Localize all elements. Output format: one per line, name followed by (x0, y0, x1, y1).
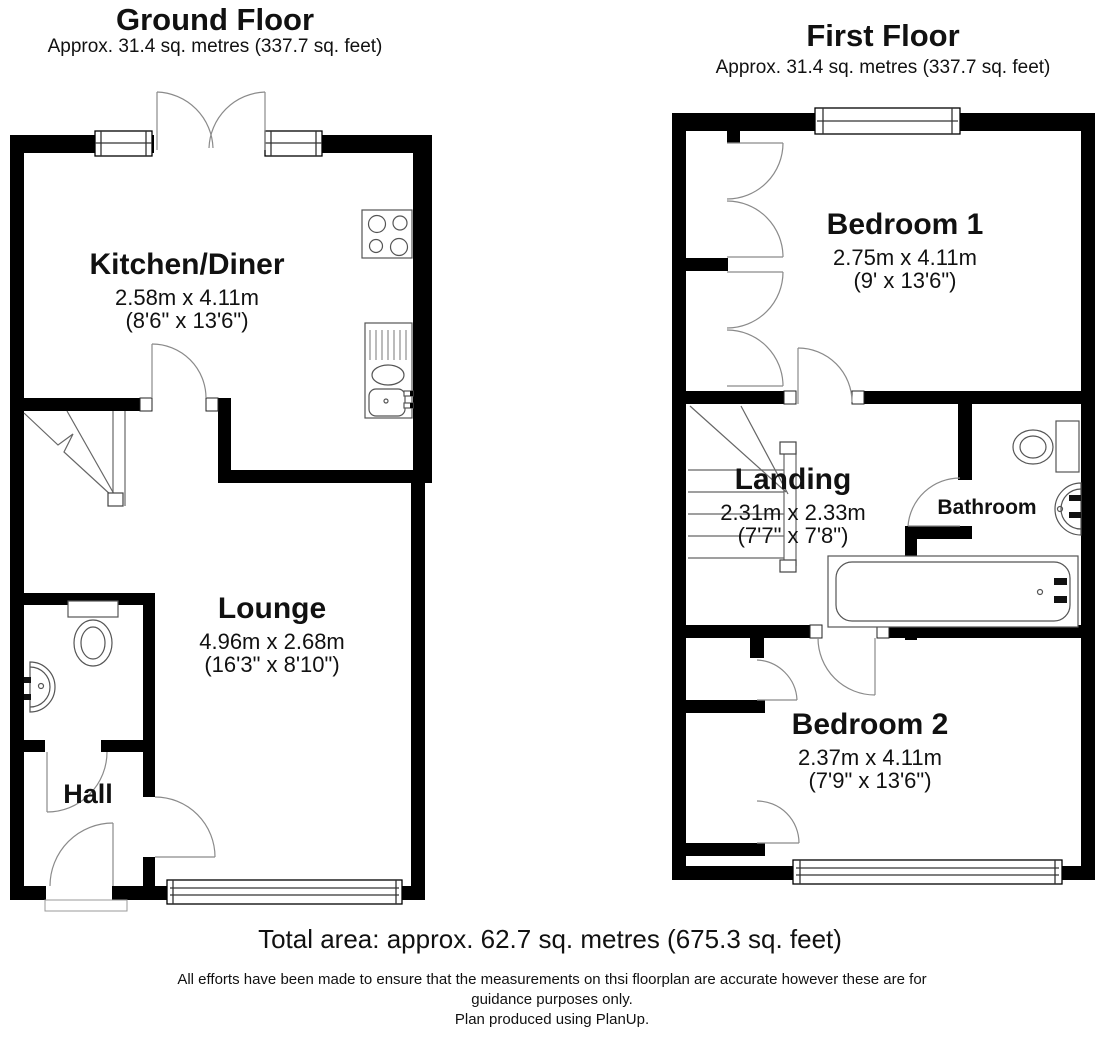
bedroom1-label: Bedroom 1 (826, 208, 984, 241)
kitchen-dim-imperial: (8'6" x 13'6") (125, 308, 249, 333)
kitchen-dim-metric: 2.58m x 4.11m (115, 285, 259, 310)
bathroom-basin (1055, 483, 1081, 535)
bedroom2-dim-imperial: (7'9" x 13'6") (808, 768, 932, 793)
disclaimer-line1: All efforts have been made to ensure that the measurements on thsi floorplan are accurate however these are for (177, 971, 927, 988)
bedroom2-window (793, 860, 1062, 884)
lounge-label: Lounge (217, 592, 327, 625)
kitchen-sink (365, 323, 413, 418)
hall-label: Hall (63, 779, 113, 809)
landing-label: Landing (734, 463, 852, 496)
ground-floor-title: Ground Floor (115, 2, 315, 37)
bathroom-label: Bathroom (937, 496, 1037, 519)
lounge-dim-metric: 4.96m x 2.68m (199, 629, 345, 654)
ground-floor-area: Approx. 31.4 sq. metres (337.7 sq. feet) (47, 36, 383, 57)
kitchen-label: Kitchen/Diner (89, 248, 285, 281)
wc-toilet (68, 601, 118, 666)
hob (362, 210, 412, 258)
front-door (50, 823, 113, 886)
first-floor-area: Approx. 31.4 sq. metres (337.7 sq. feet) (715, 57, 1051, 78)
bathtub (828, 556, 1078, 627)
bedroom1-dim-imperial: (9' x 13'6") (853, 268, 957, 293)
hall-lounge-door (155, 797, 215, 857)
bedroom1-window (815, 108, 960, 134)
bathroom-toilet (1013, 421, 1079, 472)
kitchen-window-right (265, 131, 322, 156)
lounge-dim-imperial: (16'3" x 8'10") (204, 652, 340, 677)
ground-door-jambs (140, 398, 218, 411)
lounge-window (167, 880, 402, 904)
bedroom2-dim-metric: 2.37m x 4.11m (798, 745, 942, 770)
bedroom1-door (798, 348, 852, 404)
bedroom1-dim-metric: 2.75m x 4.11m (833, 245, 977, 270)
bedroom2-door (818, 638, 875, 695)
ground-stairs (24, 411, 125, 506)
landing-dim-imperial: (7'7" x 7'8") (737, 523, 849, 548)
bedroom2-cupboard-doors (757, 660, 799, 843)
porch-step (45, 900, 127, 911)
disclaimer-line2: guidance purposes only. (471, 991, 633, 1008)
first-floor-title: First Floor (806, 18, 960, 53)
wc-basin (24, 662, 55, 712)
bedroom1-cupboard-doors (727, 143, 783, 386)
credit-text: Plan produced using PlanUp. (454, 1011, 650, 1028)
bedroom2-label: Bedroom 2 (791, 708, 949, 741)
total-area-text: Total area: approx. 62.7 sq. metres (675.3 sq. feet) (258, 924, 842, 954)
landing-dim-metric: 2.31m x 2.33m (720, 500, 866, 525)
kitchen-window-left (95, 131, 152, 156)
kitchen-door (152, 344, 206, 398)
